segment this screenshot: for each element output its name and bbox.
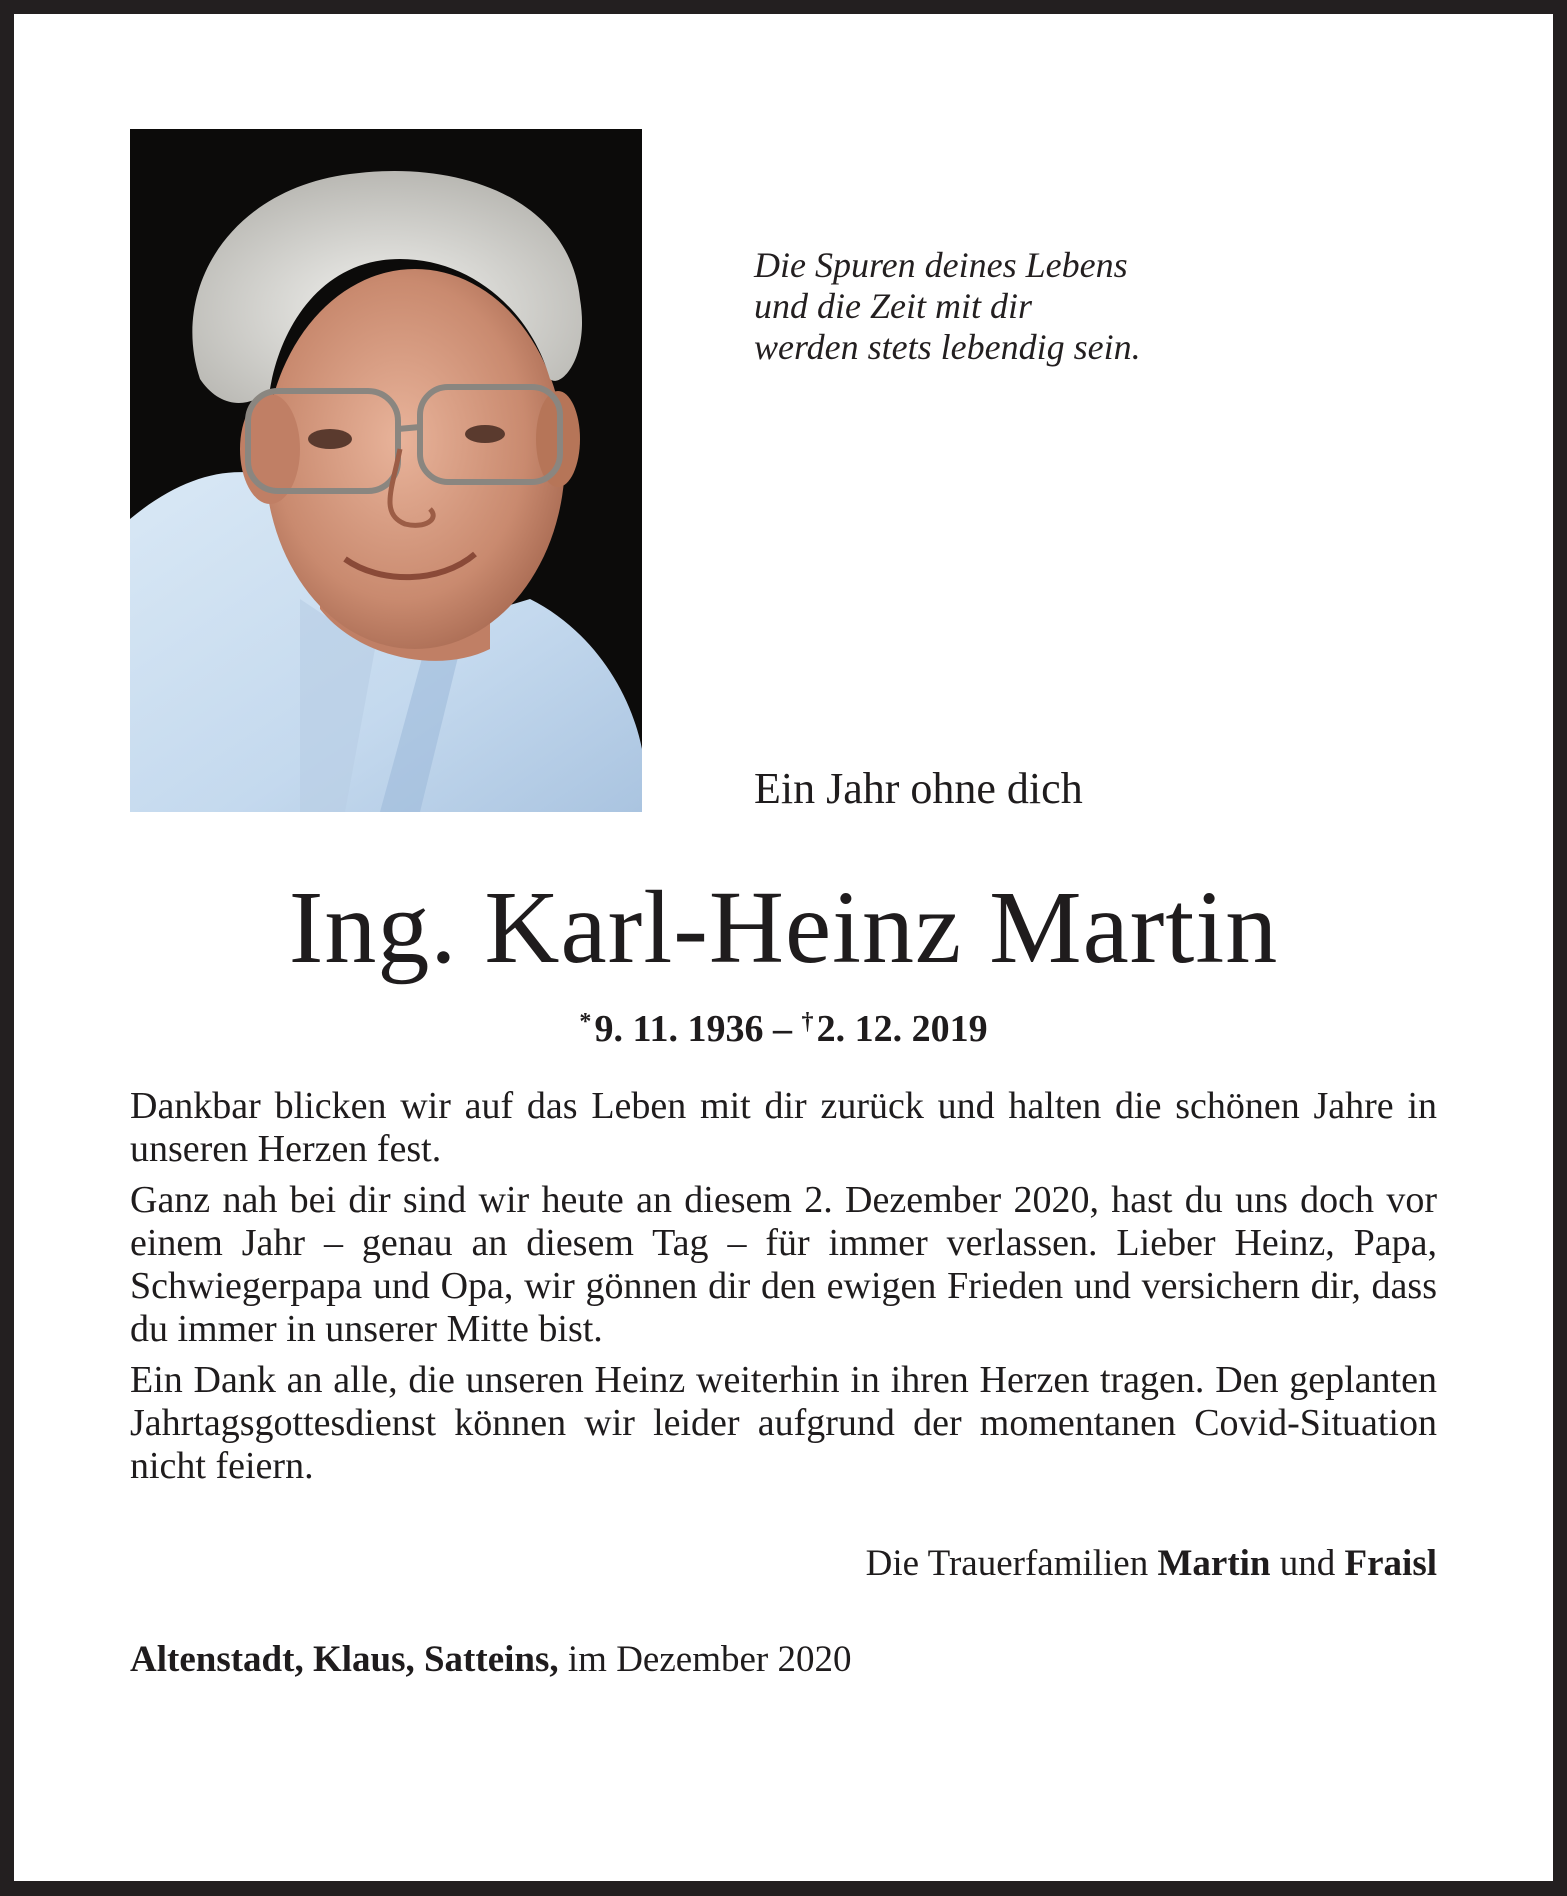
paragraph: Dankbar blicken wir auf das Leben mit dir zurück und halten die schönen Jahre in unseren Herzen fest. <box>130 1085 1437 1170</box>
portrait-photo <box>130 129 642 812</box>
life-dates <box>0 998 1567 1053</box>
motto-quote <box>754 245 1141 368</box>
family-name: Fraisl <box>1344 1543 1437 1584</box>
paragraph: Ein Dank an alle, die unseren Heinz weiterhin in ihren Herzen tragen. Den geplanten Jahrtagsgottesdienst können wir leider aufgrund der momentanen Covid-Situation nicht feiern. <box>130 1359 1437 1487</box>
motto-line: werden stets lebendig sein. <box>754 327 1141 367</box>
date-separator: – <box>763 1008 802 1050</box>
birth-date: 9. 11. 1936 <box>594 1008 764 1050</box>
motto-line: Die Spuren deines Lebens <box>754 245 1128 285</box>
deceased-name: Ing. Karl-Heinz Martin <box>288 870 1279 985</box>
subhead: Ein Jahr ohne dich <box>754 764 1083 813</box>
place-names: Altenstadt, Klaus, Satteins, <box>130 1639 559 1680</box>
family-signature <box>866 1541 1437 1587</box>
motto-line: und die Zeit mit dir <box>754 286 1032 326</box>
signature-conjunction: und <box>1270 1543 1345 1584</box>
birth-symbol: * <box>579 1009 592 1035</box>
place-and-date <box>130 1637 851 1683</box>
paragraph: Ganz nah bei dir sind wir heute an diesem 2. Dezember 2020, hast du uns doch vor einem Jahr – genau an diesem Tag – für immer verlassen. Lieber Heinz, Papa, Schwiegerpapa und Opa, wir gönnen dir den ewigen Frieden und versichern dir, dass du immer in unserer Mitte bist. <box>130 1179 1437 1350</box>
death-date: 2. 12. 2019 <box>816 1008 988 1050</box>
family-name: Martin <box>1157 1543 1271 1584</box>
signature-prefix: Die Trauerfamilien <box>865 1543 1158 1584</box>
obituary-text <box>130 1085 1437 1496</box>
death-symbol: † <box>801 1009 814 1035</box>
issue-date: im Dezember 2020 <box>558 1639 852 1680</box>
